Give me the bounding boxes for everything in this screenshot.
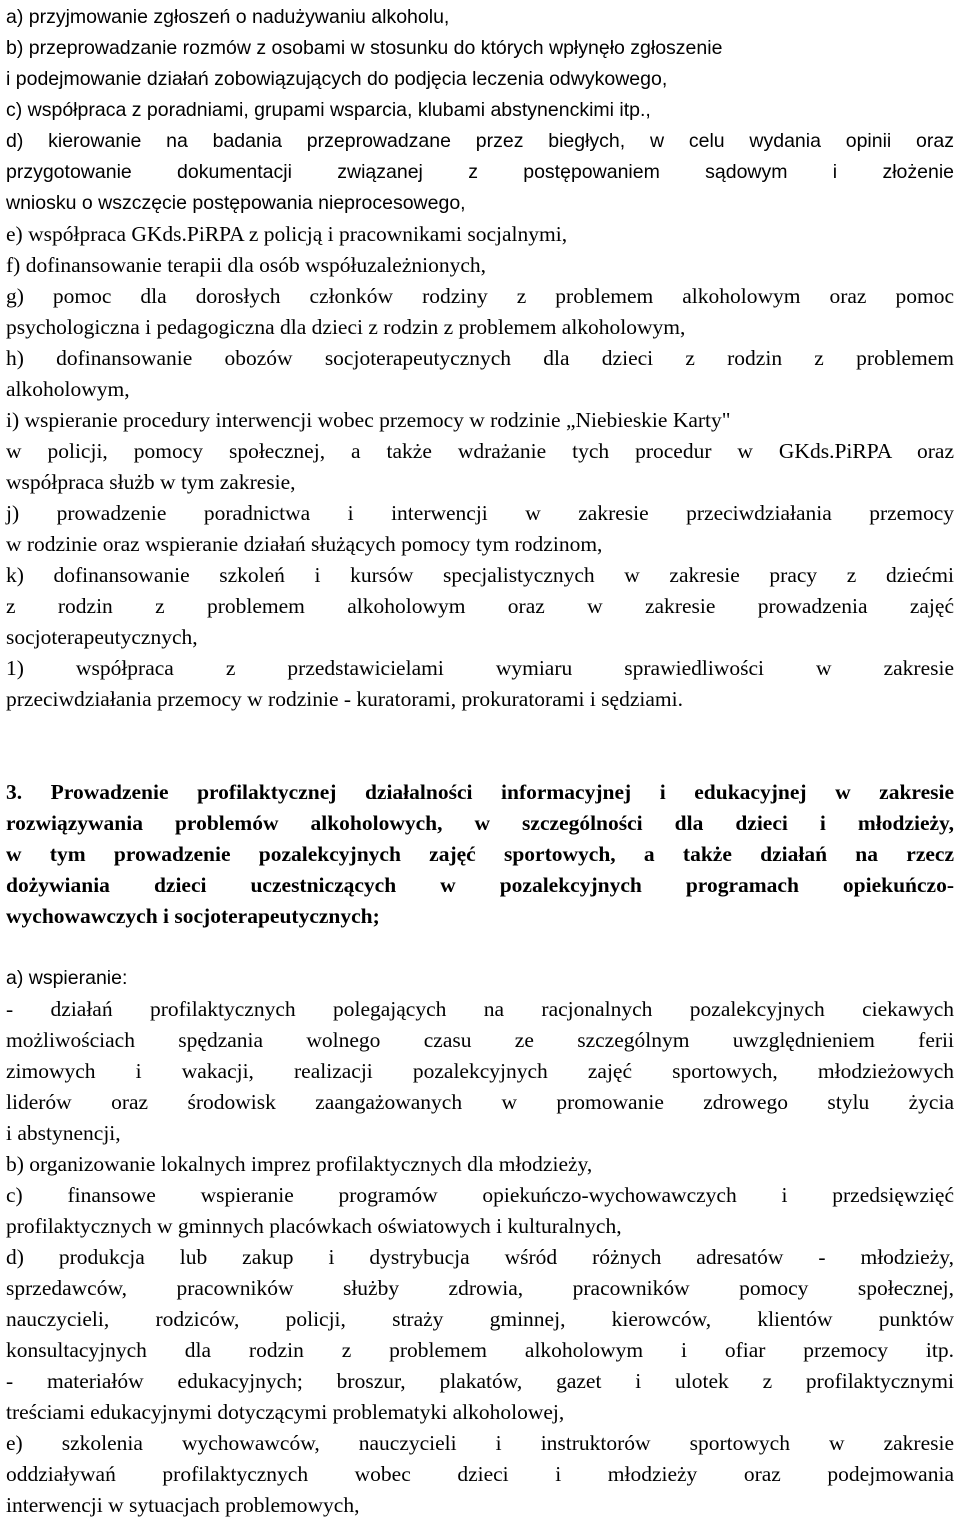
list-item-b2: b) organizowanie lokalnych imprez profilaktycznych dla młodzieży, <box>6 1152 593 1176</box>
list-item-dash-cont: możliwościach spędzania wolnego czasu ze szczególnym uwzględnieniem ferii <box>6 1028 954 1052</box>
section-heading-cont: wychowawczych i socjoterapeutycznych; <box>6 904 380 928</box>
subsection-label: a) wspieranie: <box>6 967 128 989</box>
list-item-g-cont: psychologiczna i pedagogiczna dla dzieci z rodzin z problemem alkoholowym, <box>6 315 686 339</box>
section-heading-cont: w tym prowadzenie pozalekcyjnych zajęć sportowych, a także działań na rzecz <box>6 842 954 866</box>
list-item-i: i) wspieranie procedury interwencji wobec przemocy w rodzinie „Niebieskie Karty" <box>6 408 731 432</box>
list-item-g: g) pomoc dla dorosłych członków rodziny z problemem alkoholowym oraz pomoc <box>6 284 954 308</box>
section-heading: 3. Prowadzenie profilaktycznej działalności informacyjnej i edukacyjnej w zakresie <box>6 780 954 804</box>
list-item-e2: e) szkolenia wychowawców, nauczycieli i instruktorów sportowych w zakresie <box>6 1431 954 1455</box>
list-item-j-cont: w rodzinie oraz wspieranie działań służących pomocy tym rodzinom, <box>6 532 603 556</box>
list-item-d2-cont: konsultacyjnych dla rodzin z problemem alkoholowym i ofiar przemocy itp. <box>6 1338 954 1362</box>
list-item-dash-cont: i abstynencji, <box>6 1121 121 1145</box>
list-item-dash-cont: liderów oraz środowisk zaangażowanych w promowanie zdrowego stylu życia <box>6 1090 954 1114</box>
list-item-c2: c) finansowe wspieranie programów opiekuńczo-wychowawczych i przedsięwzięć <box>6 1183 954 1207</box>
list-item-h: h) dofinansowanie obozów socjoterapeutycznych dla dzieci z rodzin z problemem <box>6 346 954 370</box>
list-item-dash: - działań profilaktycznych polegających na racjonalnych pozalekcyjnych ciekawych <box>6 997 954 1021</box>
list-item-d-cont: przygotowanie dokumentacji związanej z postępowaniem sądowym i złożenie <box>6 161 954 183</box>
list-item-d2: d) produkcja lub zakup i dystrybucja wśród różnych adresatów - młodzieży, <box>6 1245 954 1269</box>
list-item-c: c) współpraca z poradniami, grupami wsparcia, klubami abstynenckimi itp., <box>6 99 651 121</box>
list-item-dash2: - materiałów edukacyjnych; broszur, plakatów, gazet i ulotek z profilaktycznymi <box>6 1369 954 1393</box>
list-item-d: d) kierowanie na badania przeprowadzane przez biegłych, w celu wydania opinii oraz <box>6 130 954 152</box>
list-item-j: j) prowadzenie poradnictwa i interwencji w zakresie przeciwdziałania przemocy <box>6 501 954 525</box>
section-heading-cont: rozwiązywania problemów alkoholowych, w szczególności dla dzieci i młodzieży, <box>6 811 954 835</box>
list-item-b: b) przeprowadzanie rozmów z osobami w stosunku do których wpłynęło zgłoszenie <box>6 37 723 59</box>
list-item-e2-cont: interwencji w sytuacjach problemowych, <box>6 1493 360 1517</box>
list-item-b-cont: i podejmowanie działań zobowiązujących do podjęcia leczenia odwykowego, <box>6 68 668 90</box>
list-item-e: e) współpraca GKds.PiRPA z policją i pracownikami socjalnymi, <box>6 222 568 246</box>
list-item-k-cont: socjoterapeutycznych, <box>6 625 198 649</box>
list-item-h-cont: alkoholowym, <box>6 377 130 401</box>
list-item-k-cont: z rodzin z problemem alkoholowym oraz w zakresie prowadzenia zajęć <box>6 594 954 618</box>
list-item-d-cont: wniosku o wszczęcie postępowania nieprocesowego, <box>6 192 466 214</box>
list-item-c2-cont: profilaktycznych w gminnych placówkach oświatowych i kulturalnych, <box>6 1214 622 1238</box>
list-item-a: a) przyjmowanie zgłoszeń o nadużywaniu alkoholu, <box>6 6 450 28</box>
list-item-f: f) dofinansowanie terapii dla osób współuzależnionych, <box>6 253 487 277</box>
list-item-l: 1) współpraca z przedstawicielami wymiaru sprawiedliwości w zakresie <box>6 656 954 680</box>
list-item-e2-cont: oddziaływań profilaktycznych wobec dzieci i młodzieży oraz podejmowania <box>6 1462 954 1486</box>
list-item-dash-cont: zimowych i wakacji, realizacji pozalekcyjnych zajęć sportowych, młodzieżowych <box>6 1059 954 1083</box>
list-item-i-cont: w policji, pomocy społecznej, a także wdrażanie tych procedur w GKds.PiRPA oraz <box>6 439 954 463</box>
list-item-l-cont: przeciwdziałania przemocy w rodzinie - kuratorami, prokuratorami i sędziami. <box>6 687 683 711</box>
list-item-d2-cont: nauczycieli, rodziców, policji, straży gminnej, kierowców, klientów punktów <box>6 1307 954 1331</box>
list-item-d2-cont: sprzedawców, pracowników służby zdrowia, pracowników pomocy społecznej, <box>6 1276 954 1300</box>
list-item-i-cont: współpraca służb w tym zakresie, <box>6 470 296 494</box>
section-heading-cont: dożywiania dzieci uczestniczących w pozalekcyjnych programach opiekuńczo- <box>6 873 954 897</box>
list-item-k: k) dofinansowanie szkoleń i kursów specjalistycznych w zakresie pracy z dziećmi <box>6 563 954 587</box>
list-item-dash2-cont: treściami edukacyjnymi dotyczącymi problematyki alkoholowej, <box>6 1400 565 1424</box>
